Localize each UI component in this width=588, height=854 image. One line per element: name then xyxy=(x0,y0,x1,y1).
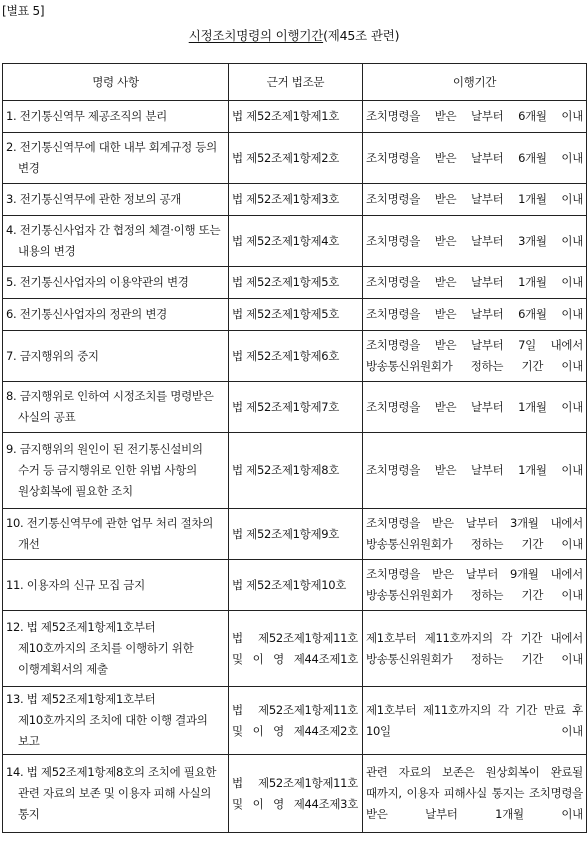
basis-cell: 법 제52조제1항제11호 및 이 영 제44조제1호 xyxy=(229,611,363,687)
order-cell: 4. 전기통신사업자 간 협정의 체결·이행 또는 내용의 변경 xyxy=(3,216,229,267)
period-cell: 조치명령을 받은 날부터 6개월 이내 xyxy=(363,101,587,133)
period-cell: 조치명령을 받은 날부터 6개월 이내 xyxy=(363,133,587,184)
basis-cell: 법 제52조제1항제5호 xyxy=(229,267,363,299)
header-order: 명령 사항 xyxy=(3,64,229,101)
order-cell: 10. 전기통신역무에 관한 업무 처리 절차의 개선 xyxy=(3,509,229,560)
order-cell: 11. 이용자의 신규 모집 금지 xyxy=(3,560,229,611)
table-row xyxy=(3,560,587,611)
period-cell: 조치명령을 받은 날부터 1개월 이내 xyxy=(363,267,587,299)
basis-cell: 법 제52조제1항제4호 xyxy=(229,216,363,267)
basis-cell: 법 제52조제1항제6호 xyxy=(229,331,363,382)
basis-cell: 법 제52조제1항제11호 및 이 영 제44조제2호 xyxy=(229,687,363,755)
table-row xyxy=(3,133,587,184)
order-cell: 12. 법 제52조제1항제1호부터 제10호까지의 조치를 이행하기 위한 이행계획서의 제출 xyxy=(3,611,229,687)
period-cell: 제1호부터 제11호까지의 각 기간 내에서 방송통신위원회가 정하는 기간 이내 xyxy=(363,611,587,687)
order-cell: 9. 금지행위의 원인이 된 전기통신설비의 수거 등 금지행위로 인한 위법 사항의 원상회복에 필요한 조치 xyxy=(3,433,229,509)
title-suffix: (제45조 관련) xyxy=(323,28,400,43)
table-row xyxy=(3,267,587,299)
title-main: 시정조치명령의 이행기간 xyxy=(188,28,324,43)
table-row xyxy=(3,509,587,560)
table-row xyxy=(3,331,587,382)
header-period: 이행기간 xyxy=(363,64,587,101)
period-cell: 조치명령을 받은 날부터 3개월 내에서 방송통신위원회가 정하는 기간 이내 xyxy=(363,509,587,560)
basis-cell: 법 제52조제1항제2호 xyxy=(229,133,363,184)
table-row xyxy=(3,101,587,133)
order-cell: 6. 전기통신사업자의 정관의 변경 xyxy=(3,299,229,331)
order-cell: 7. 금지행위의 중지 xyxy=(3,331,229,382)
order-cell: 8. 금지행위로 인하여 시정조치를 명령받은 사실의 공표 xyxy=(3,382,229,433)
table-row xyxy=(3,382,587,433)
table-row xyxy=(3,184,587,216)
order-cell: 1. 전기통신역무 제공조직의 분리 xyxy=(3,101,229,133)
appendix-label: [별표 5] xyxy=(2,4,45,18)
order-cell: 5. 전기통신사업자의 이용약관의 변경 xyxy=(3,267,229,299)
basis-cell: 법 제52조제1항제1호 xyxy=(229,101,363,133)
period-cell: 관련 자료의 보존은 원상회복이 완료될 때까지, 이용자 피해사실 통지는 조치명령을 받은 날부터 1개월 이내 xyxy=(363,755,587,833)
order-cell: 2. 전기통신역무에 대한 내부 회계규정 등의 변경 xyxy=(3,133,229,184)
period-cell: 조치명령을 받은 날부터 9개월 내에서 방송통신위원회가 정하는 기간 이내 xyxy=(363,560,587,611)
order-cell: 14. 법 제52조제1항제8호의 조치에 필요한 관련 자료의 보존 및 이용자 피해 사실의 통지 xyxy=(3,755,229,833)
basis-cell: 법 제52조제1항제11호 및 이 영 제44조제3호 xyxy=(229,755,363,833)
basis-cell: 법 제52조제1항제10호 xyxy=(229,560,363,611)
basis-cell: 법 제52조제1항제5호 xyxy=(229,299,363,331)
period-cell: 제1호부터 제11호까지의 각 기간 만료 후 10일 이내 xyxy=(363,687,587,755)
order-cell: 3. 전기통신역무에 관한 정보의 공개 xyxy=(3,184,229,216)
period-cell: 조치명령을 받은 날부터 1개월 이내 xyxy=(363,382,587,433)
table-header-row xyxy=(3,64,587,101)
period-cell: 조치명령을 받은 날부터 6개월 이내 xyxy=(363,299,587,331)
table-row xyxy=(3,687,587,755)
basis-cell: 법 제52조제1항제7호 xyxy=(229,382,363,433)
table-row xyxy=(3,299,587,331)
compliance-period-table xyxy=(2,63,587,833)
header-basis: 근거 법조문 xyxy=(229,64,363,101)
table-row xyxy=(3,755,587,833)
period-cell: 조치명령을 받은 날부터 3개월 이내 xyxy=(363,216,587,267)
period-cell: 조치명령을 받은 날부터 7일 내에서 방송통신위원회가 정하는 기간 이내 xyxy=(363,331,587,382)
table-row xyxy=(3,216,587,267)
order-cell: 13. 법 제52조제1항제1호부터 제10호까지의 조치에 대한 이행 결과의 보고 xyxy=(3,687,229,755)
period-cell: 조치명령을 받은 날부터 1개월 이내 xyxy=(363,433,587,509)
period-cell: 조치명령을 받은 날부터 1개월 이내 xyxy=(363,184,587,216)
basis-cell: 법 제52조제1항제9호 xyxy=(229,509,363,560)
basis-cell: 법 제52조제1항제3호 xyxy=(229,184,363,216)
table-row xyxy=(3,433,587,509)
table-row xyxy=(3,611,587,687)
document-title xyxy=(0,26,588,44)
basis-cell: 법 제52조제1항제8호 xyxy=(229,433,363,509)
